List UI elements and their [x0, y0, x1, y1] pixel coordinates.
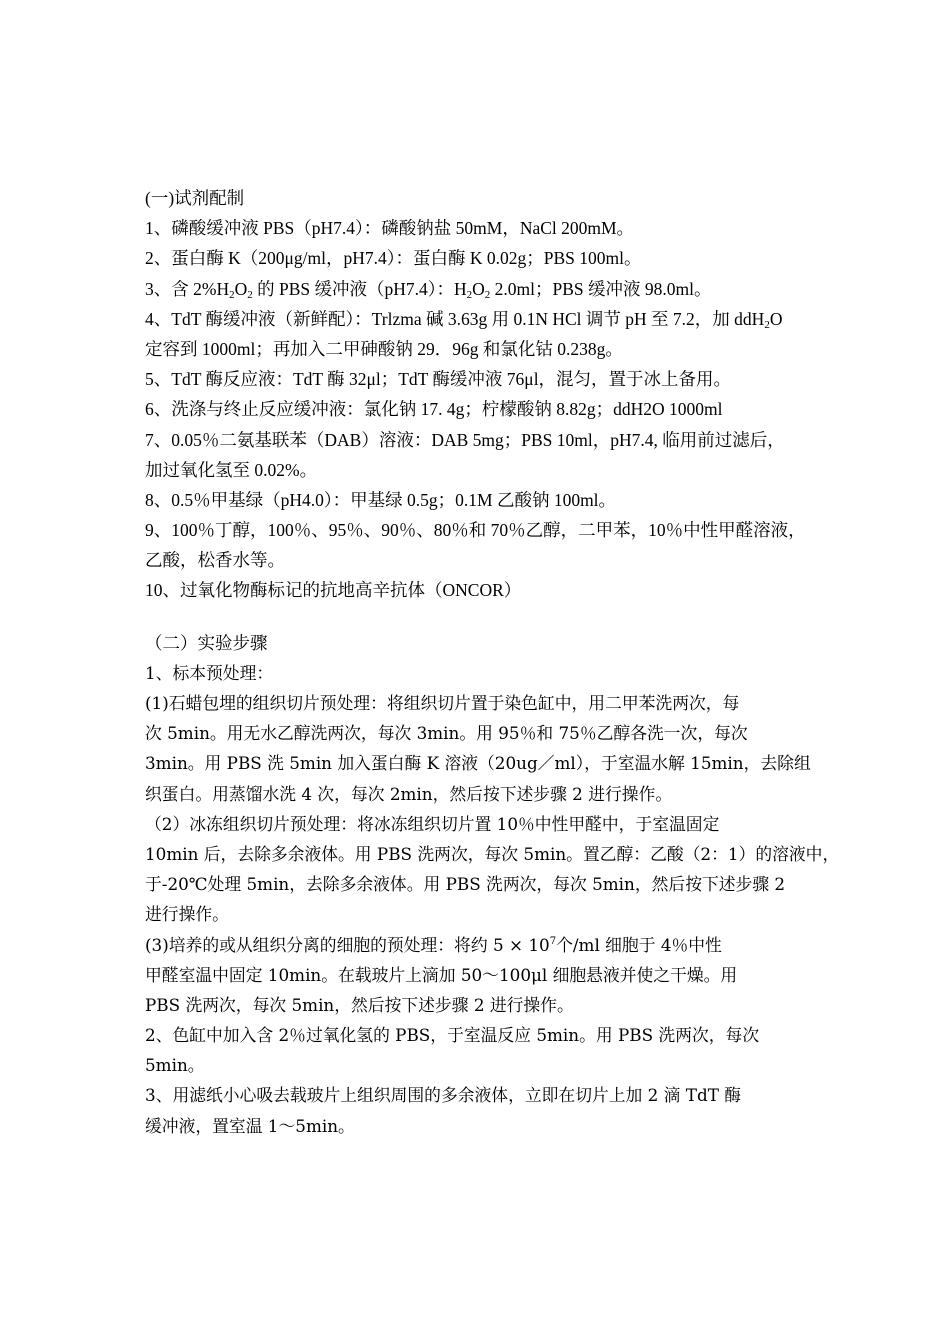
step-1-2-line-3: 于-20℃处理 5min，去除多余液体。用 PBS 洗两次，每次 5min，然后按下述步骤 2	[145, 874, 786, 895]
step-1-3-line-3: PBS 洗两次，每次 5min，然后按下述步骤 2 进行操作。	[145, 994, 574, 1015]
reagent-3: 3、含 $2\%H_2O_2$ 的 PBS 缓冲液（pH7.4）：$H_2O_2$ 2.0ml；PBS 缓冲液 98.0ml。	[145, 278, 712, 301]
step-1-1-line-3: 3min。用 PBS 洗 5min 加入蛋白酶 K 溶液（20ug／ml），于室温水解 15min，去除组	[145, 753, 811, 774]
reagent-9-line-2: 乙酸，松香水等。	[145, 550, 285, 571]
section-spacer	[145, 606, 810, 628]
step-1-3-line-2: 甲醛室温中固定 10min。在载玻片上滴加 50～100μl 细胞悬液并使之干燥。用	[145, 964, 738, 985]
section-title-reagents: (一)试剂配制	[145, 188, 245, 208]
step-1-3-line-1: (3)培养的或从组织分离的细胞的预处理：将约 $5 \times 10^7$个/ml 细胞于 4％中性	[145, 934, 722, 955]
step-1-2-line-2: 10min 后，去除多余液体。用 PBS 洗两次，每次 5min。置乙醇：乙酸（2：1）的溶液中，	[145, 843, 840, 864]
step-2-line-1: 2、色缸中加入含 2％过氧化氢的 PBS，于室温反应 5min。用 PBS 洗两次，每次	[145, 1025, 760, 1046]
step-2-line-2: 5min。	[145, 1055, 205, 1076]
step-1-2-line-1: （2）冰冻组织切片预处理：将冰冻组织切片置 10％中性甲醛中，于室温固定	[145, 813, 720, 834]
reagent-6: 6、洗涤与终止反应缓冲液：氯化钠 17. 4g；柠檬酸钠 8.82g；ddH2O 1000ml	[145, 399, 723, 420]
reagent-10: 10、过氧化物酶标记的抗地高辛抗体（ONCOR）	[145, 580, 522, 601]
reagent-9-line-1: 9、100％丁醇，100％、95％、90％、80％和 70％乙醇，二甲苯，10％中性甲醛溶液，	[145, 520, 806, 541]
section-title-procedure: （二）实验步骤	[145, 632, 268, 653]
reagent-5: 5、TdT 酶反应液：TdT 酶 32μl；TdT 酶缓冲液 76μl，混匀，置于冰上备用。	[145, 369, 732, 390]
step-1-2-line-4: 进行操作。	[145, 904, 229, 925]
document-body	[145, 183, 840, 1141]
step-3-line-2: 缓冲液，置室温 1～5min。	[145, 1115, 355, 1136]
reagent-1: 1、磷酸缓冲液 PBS（pH7.4）：磷酸钠盐 50mM，NaCl 200mM。	[145, 218, 635, 239]
reagent-4-line-2: 定容到 1000ml；再加入二甲砷酸钠 29．96g 和氯化钴 0.238g。	[145, 338, 623, 359]
step-1-1-line-2: 次 5min。用无水乙醇洗两次，每次 3min。用 95％和 75％乙醇各洗一次，每次	[145, 723, 748, 744]
reagent-7-line-1: 7、0.05％二氨基联苯（DAB）溶液：DAB 5mg；PBS 10ml，pH7.4, 临用前过滤后，	[145, 429, 785, 450]
step-1-title: 1、标本预处理：	[145, 662, 274, 683]
reagent-2: 2、蛋白酶 K（200μg/ml，pH7.4）：蛋白酶 K 0.02g；PBS 100ml。	[145, 248, 642, 269]
step-1-1-line-1: (1)石蜡包埋的组织切片预处理：将组织切片置于染色缸中，用二甲苯洗两次，每	[145, 693, 740, 713]
step-3-line-1: 3、用滤纸小心吸去载玻片上组织周围的多余液体，立即在切片上加 2 滴 TdT 酶	[145, 1085, 742, 1106]
reagent-4-line-1: 4、TdT 酶缓冲液（新鲜配）：Trlzma 碱 3.63g 用 0.1N HCl 调节 pH 至 7.2，加 ddH$_2$O	[145, 308, 783, 331]
step-1-1-line-4: 织蛋白。用蒸馏水洗 4 次，每次 2min，然后按下述步骤 2 进行操作。	[145, 783, 673, 804]
reagent-7-line-2: 加过氧化氢至 0.02%。	[145, 459, 318, 480]
reagent-8: 8、0.5％甲基绿（pH4.0）：甲基绿 0.5g；0.1M 乙酸钠 100ml。	[145, 489, 617, 510]
